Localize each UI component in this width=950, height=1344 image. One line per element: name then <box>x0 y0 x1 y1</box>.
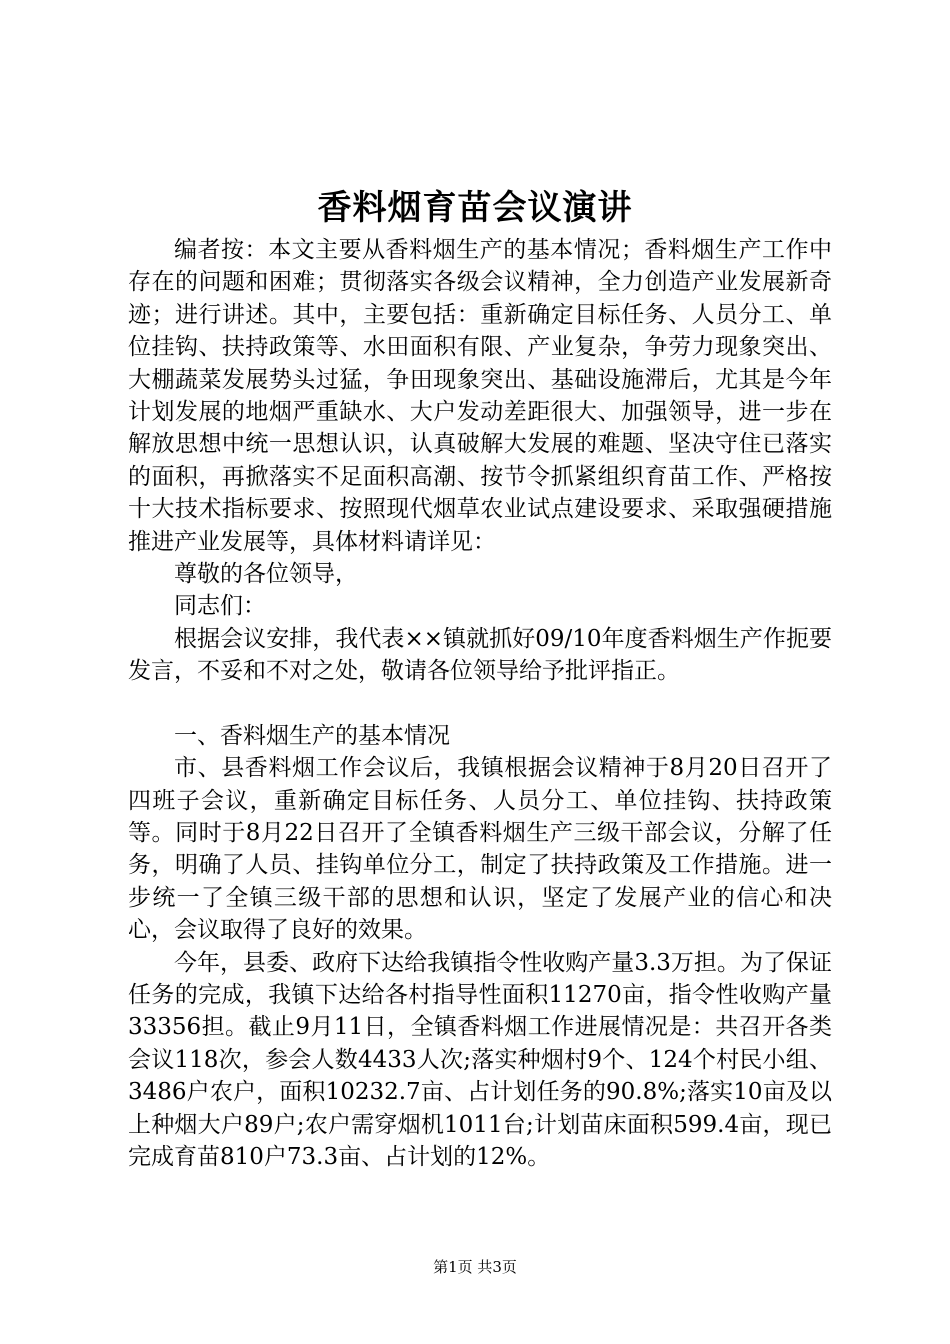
editor-note-paragraph: 编者按：本文主要从香料烟生产的基本情况；香料烟生产工作中存在的问题和困难；贯彻落实各级会议精神，全力创造产业发展新奇迹；进行讲述。其中，主要包括：重新确定目标任务、人员分工、单位挂钩、扶持政策等、水田面积有限、产业复杂，争劳力现象突出、大棚蔬菜发展势头过猛，争田现象突出、基础设施滞后，尤其是今年计划发展的地烟严重缺水、大户发动差距很大、加强领导，进一步在解放思想中统一思想认识，认真破解大发展的难题、坚决守住已落实的面积，再掀落实不足面积高潮、按节令抓紧组织育苗工作、严格按十大技术指标要求、按照现代烟草农业试点建设要求、采取强硬措施推进产业发展等，具体材料请详见： <box>128 237 832 555</box>
body-paragraph: 市、县香料烟工作会议后，我镇根据会议精神于8月20日召开了四班子会议，重新确定目标任务、人员分工、单位挂钩、扶持政策等。同时于8月22日召开了全镇香料烟生产三级干部会议，分解了任务，明确了人员、挂钩单位分工，制定了扶持政策及工作措施。进一步统一了全镇三级干部的思想和认识，坚定了发展产业的信心和决心，会议取得了良好的效果。 <box>128 755 832 944</box>
page-number: 第1页 共3页 <box>433 1258 517 1276</box>
section-heading: 一、香料烟生产的基本情况 <box>174 722 450 749</box>
document-title: 香料烟育苗会议演讲 <box>317 188 633 228</box>
document-body <box>128 234 832 1173</box>
intro-paragraph: 根据会议安排，我代表××镇就抓好09/10年度香料烟生产作扼要发言，不妥和不对之处，敬请各位领导给予批评指正。 <box>128 625 832 685</box>
body-paragraph: 今年，县委、政府下达给我镇指令性收购产量3.3万担。为了保证任务的完成，我镇下达给各村指导性面积11270亩，指令性收购产量33356担。截止9月11日，全镇香料烟工作进展情况是：共召开各类会议118次，参会人数4433人次;落实种烟村9个、124个村民小组、3486户农户，面积10232.7亩、占计划任务的90.8%;落实10亩及以上种烟大户89户;农户需穿烟机1011台;计划苗床面积599.4亩，现已完成育苗810户73.3亩、占计划的12%。 <box>128 949 832 1170</box>
salutation-comrades: 同志们： <box>174 593 266 620</box>
salutation-leaders: 尊敬的各位领导， <box>174 561 358 588</box>
